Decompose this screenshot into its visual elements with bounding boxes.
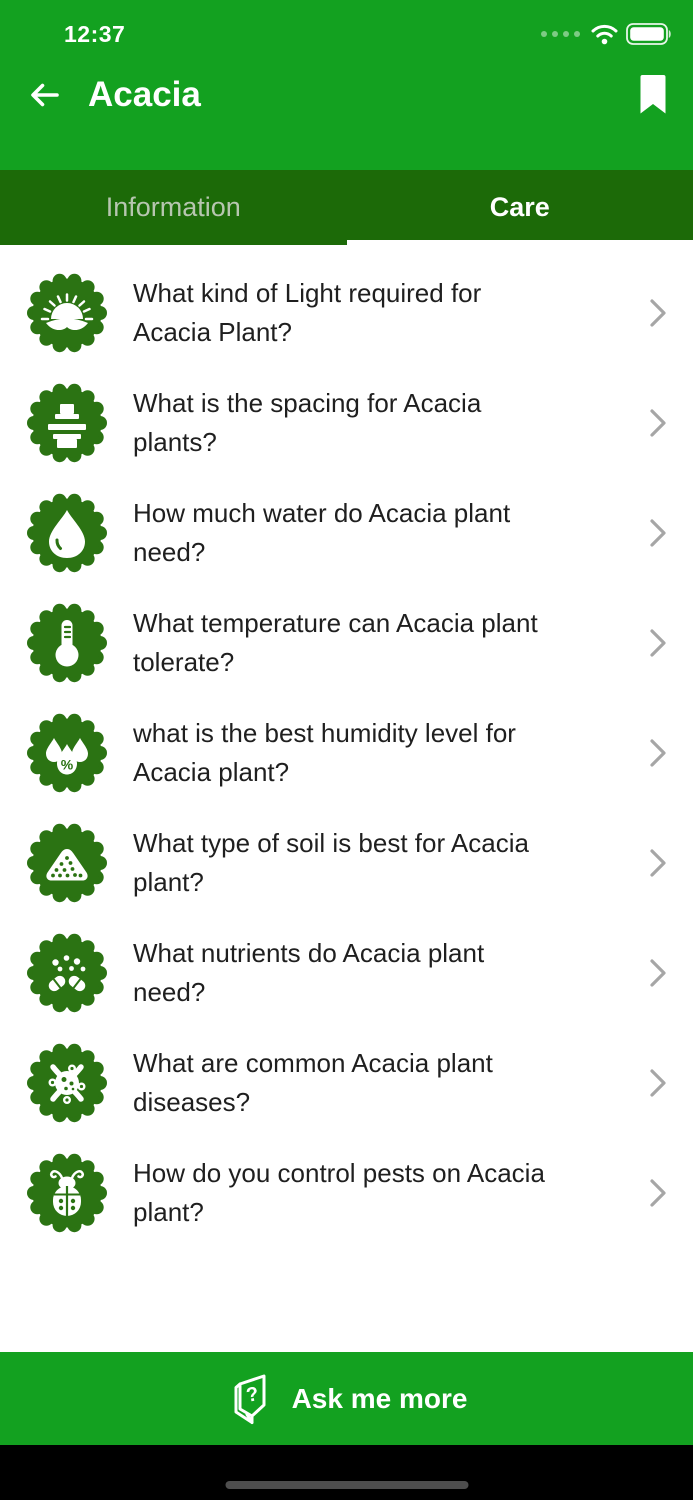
tab-care[interactable]: Care (489, 192, 550, 222)
battery-icon (626, 23, 673, 45)
bookmark-icon (639, 74, 667, 115)
care-row-soil[interactable] (0, 808, 693, 918)
tab-bar (0, 170, 693, 245)
pests-badge-icon (27, 1153, 107, 1233)
care-row-light[interactable] (0, 258, 693, 368)
back-arrow-icon (28, 78, 62, 112)
question-text: How much water do Acacia plant need? (133, 498, 511, 567)
question-text: How do you control pests on Acacia plant? (133, 1158, 545, 1227)
care-row-pests[interactable] (0, 1138, 693, 1248)
chevron-right-icon (649, 1178, 667, 1208)
back-button[interactable] (28, 78, 62, 112)
status-time: 12:37 (64, 20, 126, 47)
diseases-badge-icon (27, 1043, 107, 1123)
care-row-nutrients[interactable] (0, 918, 693, 1028)
home-indicator[interactable] (225, 1481, 468, 1489)
question-text: What is the spacing for Acacia plants? (133, 388, 482, 457)
wifi-icon (591, 24, 618, 45)
bottom-safe-area (0, 1445, 693, 1500)
question-text: What are common Acacia plant diseases? (133, 1048, 493, 1117)
question-text: What type of soil is best for Acacia plant? (133, 828, 529, 897)
care-question-list (0, 245, 693, 1352)
soil-badge-icon (27, 823, 107, 903)
chevron-right-icon (649, 518, 667, 548)
question-text: What temperature can Acacia plant tolerate? (133, 608, 538, 677)
tab-information[interactable]: Information (105, 192, 241, 222)
care-row-temperature[interactable] (0, 588, 693, 698)
chevron-right-icon (649, 408, 667, 438)
ask-book-icon (226, 1371, 274, 1427)
cellular-dots-icon (539, 29, 583, 39)
spacing-badge-icon (27, 383, 107, 463)
question-mark-glyph: ? (244, 1382, 260, 1407)
percent-glyph: % (60, 756, 74, 773)
chevron-right-icon (649, 958, 667, 988)
question-text: what is the best humidity level for Acacia plant? (133, 718, 516, 787)
chevron-right-icon (649, 738, 667, 768)
question-text: What kind of Light required for Acacia Plant? (133, 278, 482, 347)
question-text: What nutrients do Acacia plant need? (133, 938, 485, 1007)
bookmark-button[interactable] (639, 74, 667, 115)
care-row-water[interactable] (0, 478, 693, 588)
chevron-right-icon (649, 628, 667, 658)
page-title: Acacia (88, 74, 201, 114)
chevron-right-icon (649, 298, 667, 328)
water-badge-icon (27, 493, 107, 573)
app-header (0, 0, 693, 170)
ask-me-more-label: Ask me more (291, 1382, 468, 1414)
nutrients-badge-icon (27, 933, 107, 1013)
temperature-badge-icon (27, 603, 107, 683)
ask-me-more-button[interactable] (0, 1352, 693, 1445)
chevron-right-icon (649, 1068, 667, 1098)
care-row-spacing[interactable] (0, 368, 693, 478)
care-row-humidity[interactable] (0, 698, 693, 808)
care-row-diseases[interactable] (0, 1028, 693, 1138)
nav-bar (0, 58, 693, 115)
light-badge-icon (27, 273, 107, 353)
status-bar (0, 0, 693, 58)
status-icons (539, 23, 673, 45)
chevron-right-icon (649, 848, 667, 878)
humidity-badge-icon (27, 713, 107, 793)
active-tab-indicator (347, 240, 693, 245)
